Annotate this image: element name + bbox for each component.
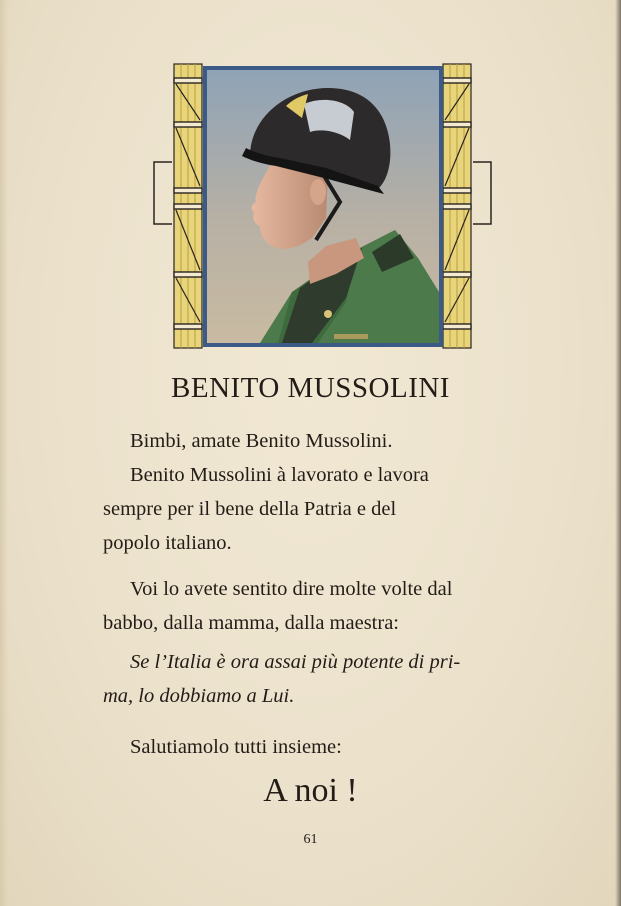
page-left-edge bbox=[0, 0, 8, 906]
text-line: babbo, dalla mamma, dalla maestra: bbox=[103, 612, 399, 634]
paragraph-5 bbox=[103, 730, 555, 764]
page-right-edge bbox=[615, 0, 621, 906]
paragraph-4-italic bbox=[103, 645, 555, 713]
paragraph-2 bbox=[103, 458, 555, 560]
left-bracket bbox=[154, 162, 172, 224]
right-bracket bbox=[473, 162, 491, 224]
text-line: Bimbi, amate Benito Mussolini. bbox=[130, 430, 393, 452]
paragraph-1 bbox=[103, 424, 555, 458]
text-line: ma, lo dobbiamo a Lui. bbox=[103, 685, 295, 707]
portrait-illustration bbox=[150, 62, 495, 352]
text-line: popolo italiano. bbox=[103, 532, 232, 554]
text-line: Benito Mussolini à lavorato e lavora bbox=[130, 464, 429, 486]
text-line: Se l’Italia è ora assai più potente di pri- bbox=[130, 651, 461, 673]
left-fasces-ornament bbox=[174, 64, 202, 348]
text-line: Salutiamolo tutti insieme: bbox=[130, 736, 342, 758]
paragraph-3 bbox=[103, 572, 555, 640]
text-line: Voi lo avete sentito dire molte volte dal bbox=[130, 578, 453, 600]
page-title: BENITO MUSSOLINI bbox=[171, 372, 450, 404]
slogan: A noi ! bbox=[263, 772, 358, 809]
right-fasces-ornament bbox=[443, 64, 471, 348]
page-number: 61 bbox=[303, 832, 318, 847]
text-line: sempre per il bene della Patria e del bbox=[103, 498, 397, 520]
framed-portrait bbox=[150, 62, 495, 352]
